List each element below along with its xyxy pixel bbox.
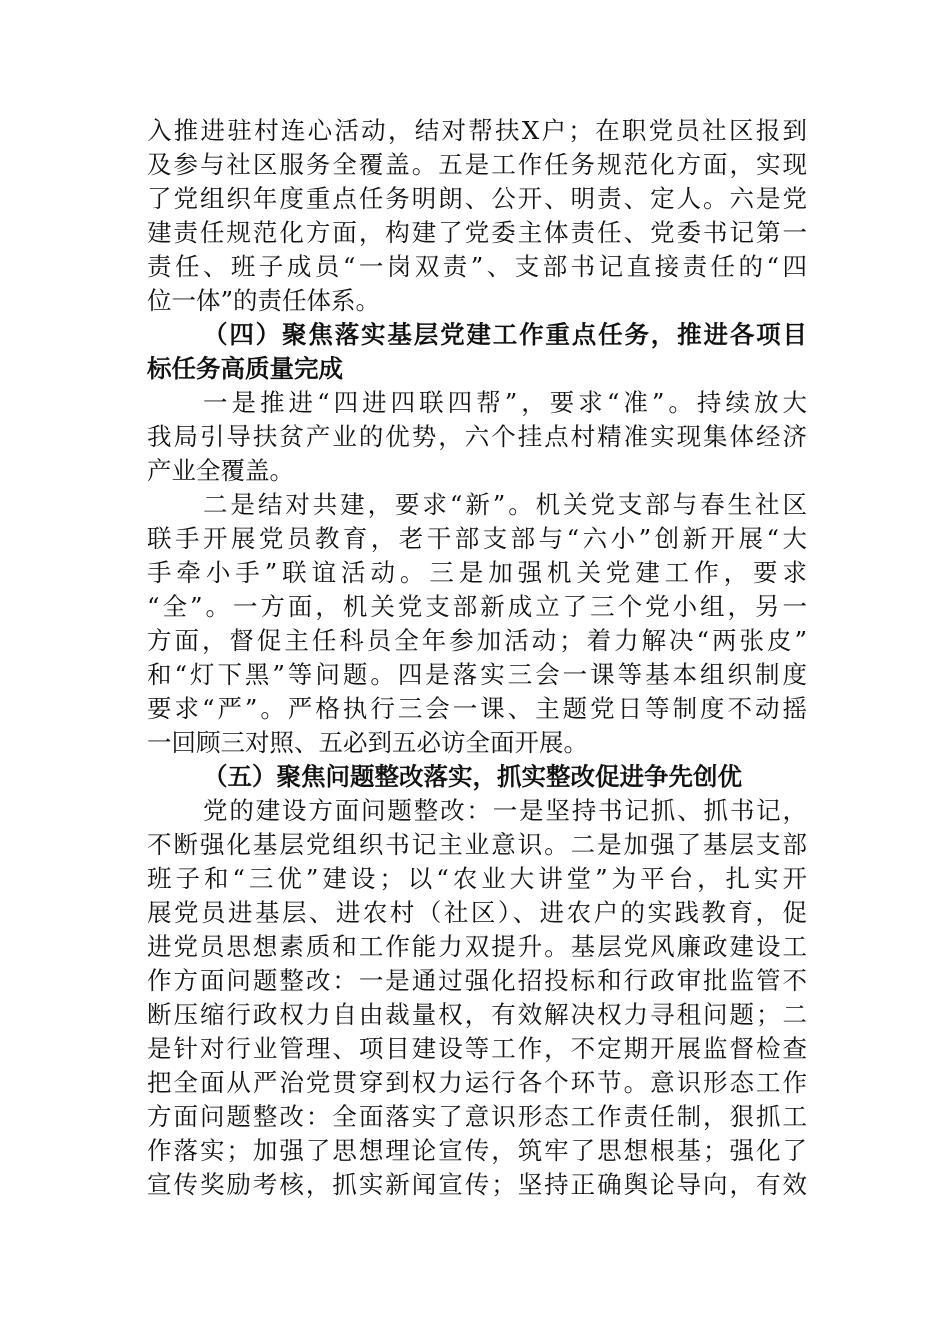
body-text-line: 建责任规范化方面，构建了党委主体责任、党委书记第一 <box>147 218 807 247</box>
section-heading-line: （五）聚焦问题整改落实，抓实整改促进争先创优 <box>203 762 742 791</box>
body-text-line: 和“灯下黑”等问题。四是落实三会一课等基本组织制度 <box>147 660 807 689</box>
body-text-line: 入推进驻村连心活动，结对帮扶X户；在职党员社区报到 <box>147 116 807 145</box>
body-text-line: 党的建设方面问题整改：一是坚持书记抓、抓书记， <box>203 796 807 825</box>
body-text-line: 要求“严”。严格执行三会一课、主题党日等制度不动摇 <box>147 694 807 723</box>
body-text-line: 方面，督促主任科员全年参加活动；着力解决“两张皮” <box>147 626 807 655</box>
body-text-line: 责任、班子成员“一岗双责”、支部书记直接责任的“四 <box>147 252 807 281</box>
body-text-line: 了党组织年度重点任务明朗、公开、明责、定人。六是党 <box>147 184 807 213</box>
section-heading-line: （四）聚焦落实基层党建工作重点任务，推进各项目 <box>203 320 807 349</box>
body-text-line: 及参与社区服务全覆盖。五是工作任务规范化方面，实现 <box>147 150 807 179</box>
body-text-line: 是针对行业管理、项目建设等工作，不定期开展监督检查 <box>147 1034 807 1063</box>
body-text-line: 方面问题整改：全面落实了意识形态工作责任制，狠抓工 <box>147 1102 807 1131</box>
body-text-line: 断压缩行政权力自由裁量权，有效解决权力寻租问题；二 <box>147 1000 807 1029</box>
body-text-line: 一回顾三对照、五必到五必访全面开展。 <box>147 728 588 757</box>
section-heading-line: 标任务高质量完成 <box>147 354 343 383</box>
body-text-line: 作方面问题整改：一是通过强化招投标和行政审批监管不 <box>147 966 807 995</box>
body-text-line: 联手开展党员教育，老干部支部与“六小”创新开展“大 <box>147 524 807 553</box>
body-text-line: 我局引导扶贫产业的优势，六个挂点村精准实现集体经济 <box>147 422 807 451</box>
body-text-line: 作落实；加强了思想理论宣传，筑牢了思想根基；强化了 <box>147 1136 807 1165</box>
body-text-line: 位一体”的责任体系。 <box>147 286 381 315</box>
body-text-line: 不断强化基层党组织书记主业意识。二是加强了基层支部 <box>147 830 807 859</box>
body-text-line: 手牵小手”联谊活动。三是加强机关党建工作，要求 <box>147 558 807 587</box>
body-text-line: 一是推进“四进四联四帮”，要求“准”。持续放大 <box>203 388 807 417</box>
body-text-line: 把全面从严治党贯穿到权力运行各个环节。意识形态工作 <box>147 1068 807 1097</box>
document-page <box>147 114 807 1202</box>
body-text-line: 产业全覆盖。 <box>147 456 294 485</box>
body-text-line: 二是结对共建，要求“新”。机关党支部与春生社区 <box>203 490 807 519</box>
body-text-line: “全”。一方面，机关党支部新成立了三个党小组，另一 <box>147 592 807 621</box>
body-text-line: 宣传奖励考核，抓实新闻宣传；坚持正确舆论导向，有效 <box>147 1170 807 1199</box>
body-text-line: 进党员思想素质和工作能力双提升。基层党风廉政建设工 <box>147 932 807 961</box>
body-text-line: 班子和“三优”建设；以“农业大讲堂”为平台，扎实开 <box>147 864 807 893</box>
body-text-line: 展党员进基层、进农村（社区）、进农户的实践教育，促 <box>147 898 807 927</box>
